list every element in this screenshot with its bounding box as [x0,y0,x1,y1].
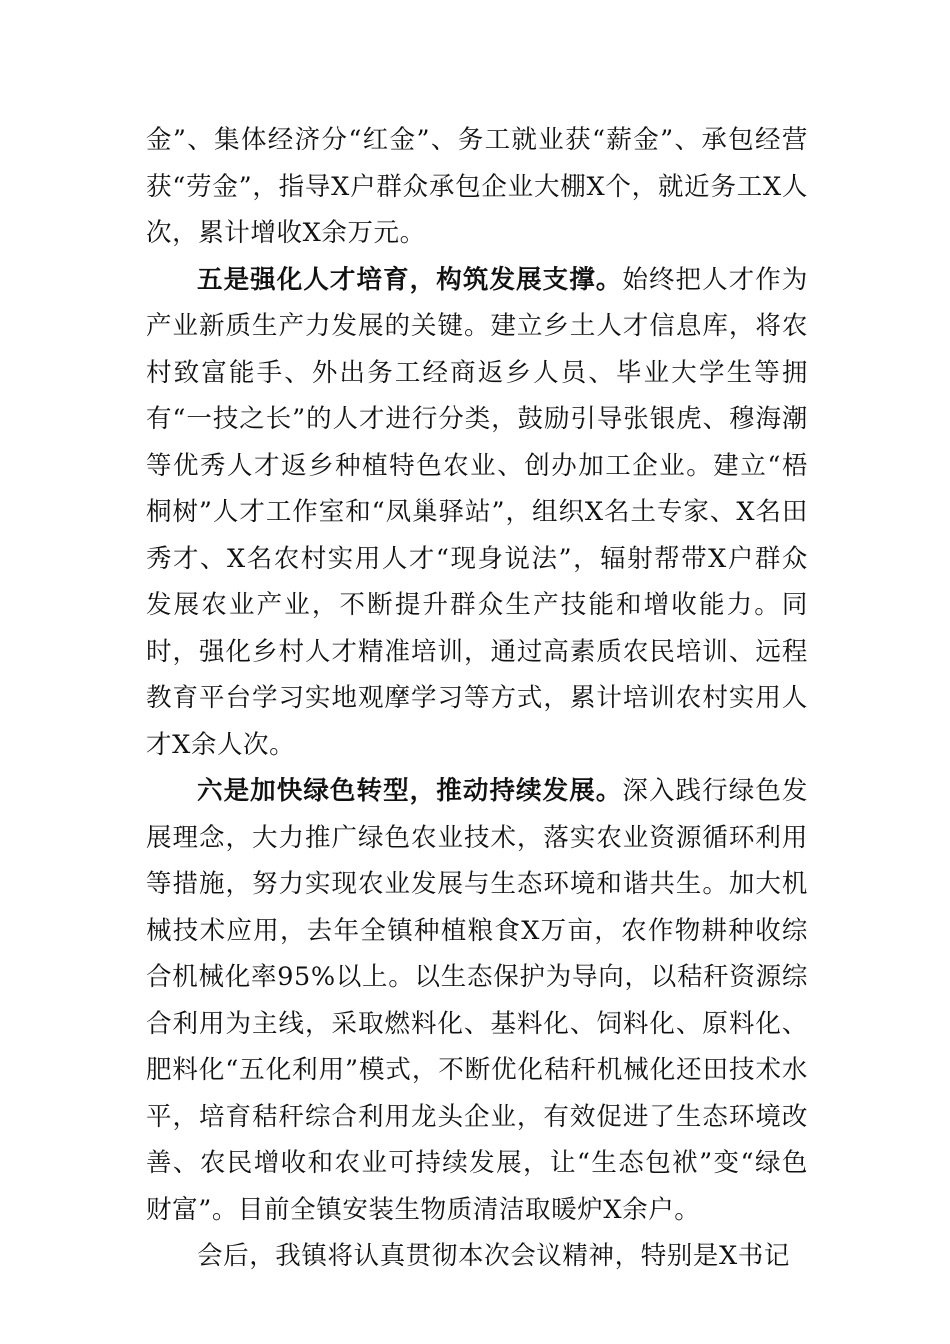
paragraph-closing [146,1233,808,1280]
paragraph-green [146,768,808,1233]
document-page [146,117,808,1280]
paragraph-talent [146,257,808,769]
paragraph-heading: 六是加快绿色转型，推动持续发展。 [197,776,623,806]
paragraph-body: 会后，我镇将认真贯彻本次会议精神，特别是X书记 [197,1241,790,1271]
paragraph-body: 始终把人才作为产业新质生产力发展的关键。建立乡土人才信息库，将农村致富能手、外出务工经商返乡人员、毕业大学生等拥有“一技之长”的人才进行分类，鼓励引导张银虎、穆海潮等优秀人才返乡种植特色农业、创办加工企业。建立“梧桐树”人才工作室和“凤巢驿站”，组织X名土专家、X名田秀才、X名农村实用人才“现身说法”，辐射帮带X户群众发展农业产业，不断提升群众生产技能和增收能力。同时，强化乡村人才精准培训，通过高素质农民培训、远程教育平台学习实地观摩学习等方式，累计培训农村实用人才X余人次。 [146,264,808,760]
paragraph-body: 金”、集体经济分“红金”、务工就业获“薪金”、承包经营获“劳金”，指导X户群众承包企业大棚X个，就近务工X人次，累计增收X余万元。 [146,125,808,248]
paragraph-continuation [146,117,808,257]
paragraph-body: 深入践行绿色发展理念，大力推广绿色农业技术，落实农业资源循环利用等措施，努力实现农业发展与生态环境和谐共生。加大机械技术应用，去年全镇种植粮食X万亩，农作物耕种收综合机械化率95%以上。以生态保护为导向，以秸秆资源综合利用为主线，采取燃料化、基料化、饲料化、原料化、肥料化“五化利用”模式，不断优化秸秆机械化还田技术水平，培育秸秆综合利用龙头企业，有效促进了生态环境改善、农民增收和农业可持续发展，让“生态包袱”变“绿色财富”。目前全镇安装生物质清洁取暖炉X余户。 [146,776,808,1225]
paragraph-heading: 五是强化人才培育，构筑发展支撑。 [197,264,623,295]
